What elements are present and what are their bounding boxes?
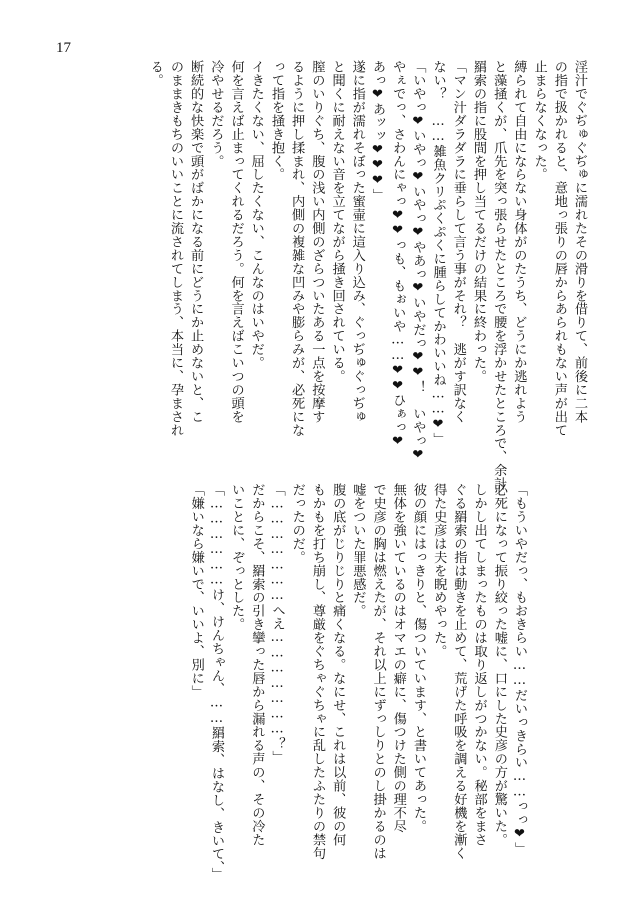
text-line: 「嫌いなら嫌いで、いいよ、別に」 bbox=[188, 483, 204, 699]
text-line: 彼の顔にはっきりと、傷ついています、と書いてあった。 bbox=[410, 483, 426, 833]
text-line: いことに、ぞっとした。 bbox=[229, 483, 245, 631]
text-line: と藻掻くが、爪先を突っ張らせたところで腰を浮かせたところで、余計 bbox=[491, 60, 507, 491]
text-line: 何を言えば止まってくれるだろう。何を言えばこいつの頭を bbox=[228, 60, 244, 424]
text-line: と聞くに耐えない音を立てながら掻き回されている。 bbox=[329, 60, 345, 383]
text-line: 冷やせるだろう。 bbox=[208, 60, 224, 168]
text-line: あっ❤あッッ❤❤❤」 bbox=[369, 60, 385, 202]
text-line: ぐる羂索の指は動きを止めて、荒げた呼吸を調える好機を漸く bbox=[451, 483, 467, 860]
text-line: 必死になって振り絞った嘘に、口にした史彦の方が驚いた。 bbox=[491, 483, 507, 847]
text-line: やぇでっ、さわんにゃっ❤❤っも、もぉいや……❤❤ひぁっ❤ bbox=[390, 60, 406, 450]
text-line: 得た史彦は夫を睨めやった。 bbox=[431, 483, 447, 658]
text-line: 「…………………へえ…………………？」 bbox=[269, 483, 285, 764]
text-line: 腹の底がじりじりと痛くなる。なにせ、これは以前、彼の何 bbox=[330, 483, 346, 847]
text-line: 無体を強いているのはオマエの癖に、傷つけた側の理不尽 bbox=[390, 483, 406, 833]
top-text-block bbox=[145, 60, 589, 491]
page-number: 17 bbox=[56, 40, 71, 56]
text-line: 淫汁でぐぢゅぐぢゅに濡れたその滑りを借りて、前後に二本 bbox=[572, 60, 587, 424]
bottom-text-block bbox=[186, 483, 529, 881]
text-line: だからこそ、羂索の引き攣った唇から漏れる声の、その冷た bbox=[249, 483, 265, 847]
text-line: って指を掻き抱く。 bbox=[268, 60, 284, 182]
text-line: イきたくない、屈したくない、こんなのはいやだ。 bbox=[248, 60, 264, 370]
text-line: 止まらなくなった。 bbox=[531, 60, 547, 182]
text-line: 「マン汁ダラダラに垂らして言う事がそれ？ 逃がす訳なく bbox=[450, 60, 466, 424]
text-line: る。 bbox=[147, 60, 163, 87]
text-line: の指で扱かれると、意地っ張りの唇からあられもない声が出て bbox=[551, 60, 567, 437]
text-line: のままきもちのいいことに流されてしまう、本当に、孕まされ bbox=[167, 60, 183, 437]
text-line: 遂に指が濡れそぼった蜜壷に這入り込み、ぐっぢゅぐっぢゅ bbox=[349, 60, 365, 424]
text-line: 嘘をついた罪悪感だ。 bbox=[350, 483, 366, 618]
text-line: しかし出てしまったものは取り返しがつかない。秘部をまさ bbox=[471, 483, 487, 847]
text-line: るように押し揉まれ、内側の複雑な凹みや膨らみが、必死にな bbox=[289, 60, 305, 437]
text-line: だったのだ。 bbox=[289, 483, 305, 564]
text-line: 「もういやだっ、もおきらい……だいっきらい……っっ❤」 bbox=[512, 483, 527, 856]
text-line: 「………………け、けんちゃん、……羂索、はなし、きいて、」 bbox=[208, 483, 224, 881]
text-line: もかもを打ち崩し、尊厳をぐちゃぐちゃに乱したふたりの禁句 bbox=[309, 483, 325, 860]
text-line: 縛られて自由にならない身体がのたうち、どうにか逃れよう bbox=[511, 60, 527, 424]
text-line: 断続的な快楽で頭がばかになる前にどうにか止めないと、こ bbox=[188, 60, 204, 424]
text-line: で史彦の胸は燃えたが、それ以上にずっしりとのし掛かるのは bbox=[370, 483, 386, 860]
text-line: 羂索の指に股間を押し当てるだけの結果に終わった。 bbox=[470, 60, 486, 383]
text-line: 膣のいりぐち、腹の浅い内側のざらついたある一点を按摩す bbox=[309, 60, 325, 424]
text-line: 「いやっ❤いやっ❤いやっ❤やあっ❤いやだっ❤❤！ いやっ❤ bbox=[410, 60, 426, 463]
text-line: ない？ ……雑魚クリぷくぷくに腫らしてかわいいね……❤」 bbox=[430, 60, 446, 446]
